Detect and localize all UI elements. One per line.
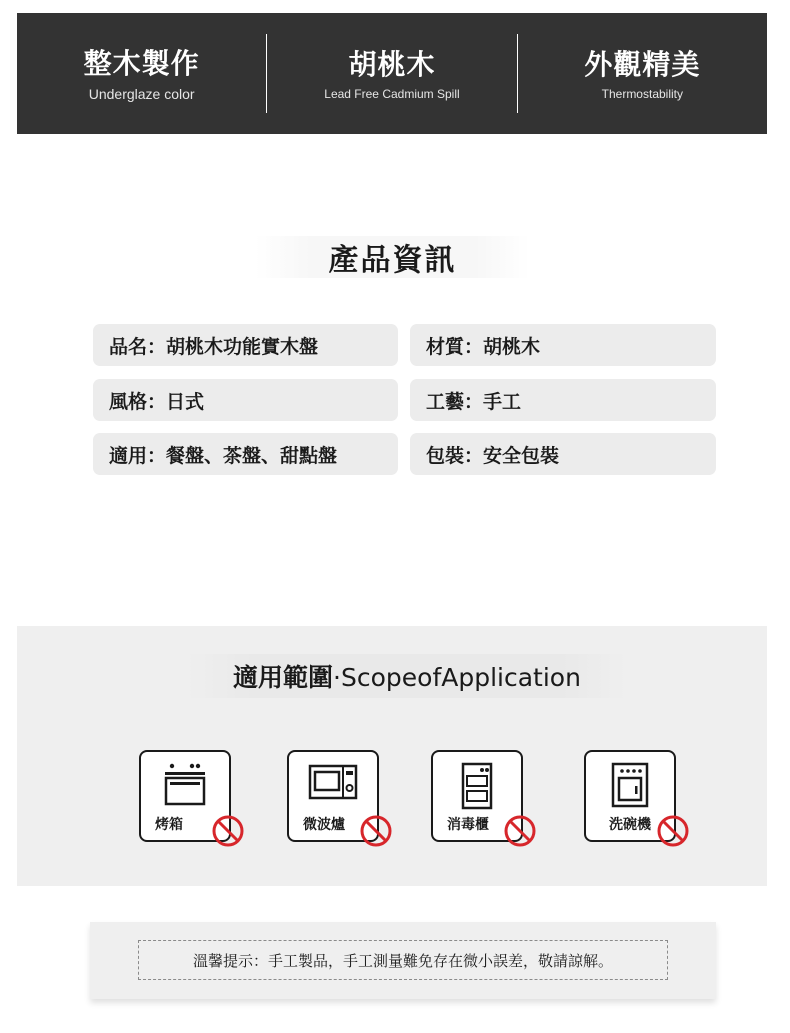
appliance-label: 洗碗機 bbox=[609, 817, 651, 833]
feature-item-whole-wood bbox=[17, 13, 266, 134]
prohibited-icon bbox=[359, 814, 393, 848]
spec-packaging: 包裝：安全包裝 bbox=[410, 433, 716, 475]
scope-of-application-panel bbox=[17, 626, 767, 886]
prohibited-icon bbox=[503, 814, 537, 848]
feature-banner bbox=[17, 13, 767, 134]
spec-craft: 工藝：手工 bbox=[410, 379, 716, 421]
dishwasher-icon bbox=[610, 762, 650, 808]
feature-title: 胡桃木 bbox=[348, 47, 436, 81]
appliance-sterilizer-cabinet bbox=[431, 750, 523, 842]
scope-title-en: ScopeofApplication bbox=[341, 663, 581, 692]
appliance-oven bbox=[139, 750, 231, 842]
feature-subtitle: Underglaze color bbox=[88, 85, 195, 102]
product-info-heading bbox=[255, 236, 530, 278]
scope-title bbox=[233, 658, 581, 694]
spec-style: 風格：日式 bbox=[93, 379, 398, 421]
scope-title-zh: 適用範圍 bbox=[233, 663, 334, 692]
oven-icon bbox=[162, 762, 208, 806]
feature-title: 整木製作 bbox=[83, 46, 200, 80]
product-info-title: 產品資訊 bbox=[328, 243, 457, 278]
appliance-label: 微波爐 bbox=[303, 817, 345, 833]
appliance-label: 消毒櫃 bbox=[447, 817, 489, 833]
spec-product-name: 品名：胡桃木功能實木盤 bbox=[93, 324, 398, 366]
feature-title: 外觀精美 bbox=[584, 47, 701, 81]
scope-title-separator: · bbox=[333, 663, 341, 692]
sterilizer-cabinet-icon bbox=[460, 762, 494, 810]
feature-subtitle: Lead Free Cadmium Spill bbox=[324, 86, 460, 101]
microwave-icon bbox=[308, 762, 358, 802]
feature-subtitle: Thermostability bbox=[601, 86, 683, 101]
prohibited-icon bbox=[211, 814, 245, 848]
feature-item-appearance bbox=[518, 13, 767, 134]
scope-heading bbox=[187, 654, 627, 698]
spec-material: 材質：胡桃木 bbox=[410, 324, 716, 366]
spec-usage: 適用：餐盤、茶盤、甜點盤 bbox=[93, 433, 398, 475]
notice-box bbox=[90, 922, 716, 999]
appliance-dishwasher bbox=[584, 750, 676, 842]
feature-item-walnut bbox=[267, 13, 516, 134]
notice-text: 溫馨提示：手工製品，手工測量難免存在微小誤差，敬請諒解。 bbox=[138, 940, 668, 980]
appliance-microwave bbox=[287, 750, 379, 842]
prohibited-icon bbox=[656, 814, 690, 848]
appliance-label: 烤箱 bbox=[155, 817, 183, 833]
